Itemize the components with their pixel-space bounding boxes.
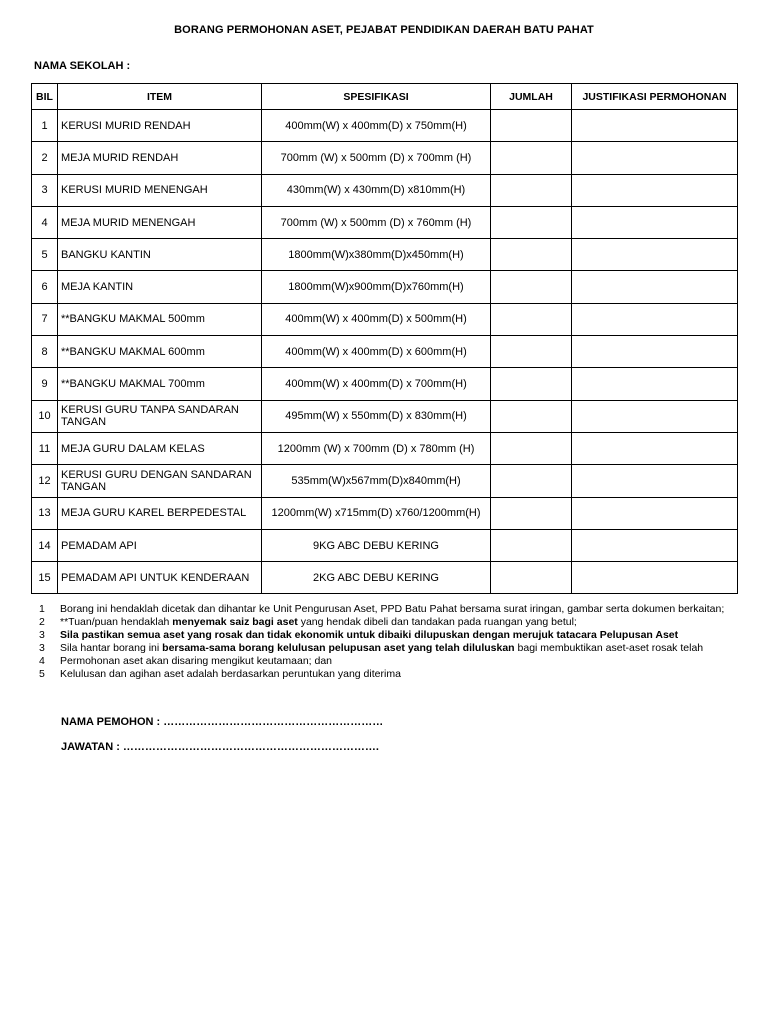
justification-cell[interactable] bbox=[572, 239, 738, 271]
note-text-bold: bersama-sama borang kelulusan pelupusan aset yang telah diluluskan bbox=[162, 642, 515, 654]
note-number: 5 bbox=[39, 668, 45, 680]
justification-cell[interactable] bbox=[572, 529, 738, 561]
quantity-cell[interactable] bbox=[491, 142, 572, 174]
item-specification: 2KG ABC DEBU KERING bbox=[262, 562, 491, 594]
note-text bbox=[60, 655, 734, 668]
item-specification: 1200mm (W) x 700mm (D) x 780mm (H) bbox=[262, 432, 491, 464]
quantity-cell[interactable] bbox=[491, 110, 572, 142]
row-number: 14 bbox=[32, 529, 58, 561]
table-row bbox=[32, 336, 738, 368]
col-header-qty: JUMLAH bbox=[491, 84, 572, 110]
note-item bbox=[34, 616, 734, 629]
item-specification: 1200mm(W) x715mm(D) x760/1200mm(H) bbox=[262, 497, 491, 529]
note-text-part: Sila hantar borang ini bbox=[60, 642, 163, 654]
table-row bbox=[32, 562, 738, 594]
justification-cell[interactable] bbox=[572, 432, 738, 464]
note-item bbox=[34, 642, 734, 655]
quantity-cell[interactable] bbox=[491, 368, 572, 400]
col-header-spec: SPESIFIKASI bbox=[262, 84, 491, 110]
table-row bbox=[32, 465, 738, 497]
note-item bbox=[34, 668, 734, 681]
justification-cell[interactable] bbox=[572, 368, 738, 400]
justification-cell[interactable] bbox=[572, 497, 738, 529]
table-row bbox=[32, 497, 738, 529]
justification-cell[interactable] bbox=[572, 110, 738, 142]
item-name: MEJA MURID RENDAH bbox=[58, 142, 262, 174]
justification-cell[interactable] bbox=[572, 303, 738, 335]
row-number: 5 bbox=[32, 239, 58, 271]
table-row bbox=[32, 368, 738, 400]
row-number: 12 bbox=[32, 465, 58, 497]
item-specification: 430mm(W) x 430mm(D) x810mm(H) bbox=[262, 174, 491, 206]
quantity-cell[interactable] bbox=[491, 174, 572, 206]
note-number: 3 bbox=[39, 629, 45, 641]
note-text-part: yang hendak dibeli dan tandakan pada ruangan yang betul; bbox=[297, 616, 577, 628]
item-specification: 1800mm(W)x900mm(D)x760mm(H) bbox=[262, 271, 491, 303]
table-header-row bbox=[32, 84, 738, 110]
quantity-cell[interactable] bbox=[491, 239, 572, 271]
justification-cell[interactable] bbox=[572, 336, 738, 368]
item-specification: 400mm(W) x 400mm(D) x 600mm(H) bbox=[262, 336, 491, 368]
item-name: **BANGKU MAKMAL 500mm bbox=[58, 303, 262, 335]
quantity-cell[interactable] bbox=[491, 465, 572, 497]
row-number: 13 bbox=[32, 497, 58, 529]
applicant-position-line: JAWATAN : ……………………………………………………………. bbox=[61, 741, 379, 753]
row-number: 3 bbox=[32, 174, 58, 206]
item-specification: 400mm(W) x 400mm(D) x 750mm(H) bbox=[262, 110, 491, 142]
justification-cell[interactable] bbox=[572, 465, 738, 497]
applicant-name-line: NAMA PEMOHON : …………………………………………………… bbox=[61, 716, 384, 728]
item-specification: 700mm (W) x 500mm (D) x 760mm (H) bbox=[262, 206, 491, 238]
note-text-bold: Sila pastikan semua aset yang rosak dan tidak ekonomik untuk dibaiki dilupuskan dengan merujuk tatacara Pelupusan Aset bbox=[60, 629, 679, 641]
quantity-cell[interactable] bbox=[491, 206, 572, 238]
item-name: KERUSI GURU DENGAN SANDARAN TANGAN bbox=[58, 465, 262, 497]
justification-cell[interactable] bbox=[572, 206, 738, 238]
justification-cell[interactable] bbox=[572, 174, 738, 206]
note-text bbox=[60, 603, 734, 616]
justification-cell[interactable] bbox=[572, 142, 738, 174]
quantity-cell[interactable] bbox=[491, 497, 572, 529]
item-name: MEJA MURID MENENGAH bbox=[58, 206, 262, 238]
table-row bbox=[32, 239, 738, 271]
row-number: 9 bbox=[32, 368, 58, 400]
item-name: KERUSI MURID RENDAH bbox=[58, 110, 262, 142]
form-title: BORANG PERMOHONAN ASET, PEJABAT PENDIDIKAN DAERAH BATU PAHAT bbox=[174, 24, 594, 36]
col-header-item: ITEM bbox=[58, 84, 262, 110]
note-item bbox=[34, 603, 734, 616]
table-row bbox=[32, 142, 738, 174]
note-text-part: Kelulusan dan agihan aset adalah berdasarkan peruntukan yang diterima bbox=[60, 668, 401, 680]
table-body bbox=[32, 110, 738, 594]
row-number: 10 bbox=[32, 400, 58, 432]
table-row bbox=[32, 303, 738, 335]
table-row bbox=[32, 206, 738, 238]
item-name: BANGKU KANTIN bbox=[58, 239, 262, 271]
row-number: 7 bbox=[32, 303, 58, 335]
school-name-label: NAMA SEKOLAH : bbox=[34, 60, 131, 72]
quantity-cell[interactable] bbox=[491, 529, 572, 561]
note-number: 3 bbox=[39, 642, 45, 654]
note-text bbox=[60, 629, 734, 642]
item-name: **BANGKU MAKMAL 600mm bbox=[58, 336, 262, 368]
note-text-part: bagi membuktikan aset-aset rosak telah bbox=[514, 642, 704, 654]
item-specification: 400mm(W) x 400mm(D) x 700mm(H) bbox=[262, 368, 491, 400]
asset-request-table bbox=[31, 83, 738, 594]
col-header-justification: JUSTIFIKASI PERMOHONAN bbox=[572, 84, 738, 110]
note-number: 4 bbox=[39, 655, 45, 667]
col-header-bil: BIL bbox=[32, 84, 58, 110]
note-text bbox=[60, 616, 734, 629]
row-number: 15 bbox=[32, 562, 58, 594]
quantity-cell[interactable] bbox=[491, 432, 572, 464]
row-number: 11 bbox=[32, 432, 58, 464]
note-item bbox=[34, 655, 734, 668]
row-number: 4 bbox=[32, 206, 58, 238]
table-row bbox=[32, 400, 738, 432]
quantity-cell[interactable] bbox=[491, 400, 572, 432]
row-number: 1 bbox=[32, 110, 58, 142]
row-number: 6 bbox=[32, 271, 58, 303]
item-name: **BANGKU MAKMAL 700mm bbox=[58, 368, 262, 400]
item-name: PEMADAM API UNTUK KENDERAAN bbox=[58, 562, 262, 594]
item-specification: 535mm(W)x567mm(D)x840mm(H) bbox=[262, 465, 491, 497]
justification-cell[interactable] bbox=[572, 400, 738, 432]
table-row bbox=[32, 529, 738, 561]
note-text-bold: menyemak saiz bagi aset bbox=[172, 616, 298, 628]
quantity-cell[interactable] bbox=[491, 303, 572, 335]
item-specification: 495mm(W) x 550mm(D) x 830mm(H) bbox=[262, 400, 491, 432]
quantity-cell[interactable] bbox=[491, 336, 572, 368]
item-specification: 9KG ABC DEBU KERING bbox=[262, 529, 491, 561]
item-name: MEJA GURU DALAM KELAS bbox=[58, 432, 262, 464]
note-text-part: Permohonan aset akan disaring mengikut keutamaan; dan bbox=[60, 655, 333, 667]
item-name: KERUSI GURU TANPA SANDARAN TANGAN bbox=[58, 400, 262, 432]
item-name: KERUSI MURID MENENGAH bbox=[58, 174, 262, 206]
table-row bbox=[32, 110, 738, 142]
note-number: 1 bbox=[39, 603, 45, 615]
note-text bbox=[60, 668, 734, 681]
justification-cell[interactable] bbox=[572, 271, 738, 303]
item-name: MEJA GURU KAREL BERPEDESTAL bbox=[58, 497, 262, 529]
item-specification: 1800mm(W)x380mm(D)x450mm(H) bbox=[262, 239, 491, 271]
instruction-notes bbox=[34, 603, 734, 681]
quantity-cell[interactable] bbox=[491, 271, 572, 303]
row-number: 2 bbox=[32, 142, 58, 174]
row-number: 8 bbox=[32, 336, 58, 368]
table-row bbox=[32, 271, 738, 303]
note-number: 2 bbox=[39, 616, 45, 628]
table-row bbox=[32, 432, 738, 464]
item-specification: 700mm (W) x 500mm (D) x 700mm (H) bbox=[262, 142, 491, 174]
note-item bbox=[34, 629, 734, 642]
item-specification: 400mm(W) x 400mm(D) x 500mm(H) bbox=[262, 303, 491, 335]
note-text-part: **Tuan/puan hendaklah bbox=[60, 616, 173, 628]
table-row bbox=[32, 174, 738, 206]
note-text-part: Borang ini hendaklah dicetak dan dihantar ke Unit Pengurusan Aset, PPD Batu Pahat bersama surat iringan, gambar serta dokumen berkaitan; bbox=[60, 603, 725, 615]
quantity-cell[interactable] bbox=[491, 562, 572, 594]
item-name: MEJA KANTIN bbox=[58, 271, 262, 303]
justification-cell[interactable] bbox=[572, 562, 738, 594]
item-name: PEMADAM API bbox=[58, 529, 262, 561]
note-text bbox=[60, 642, 734, 655]
